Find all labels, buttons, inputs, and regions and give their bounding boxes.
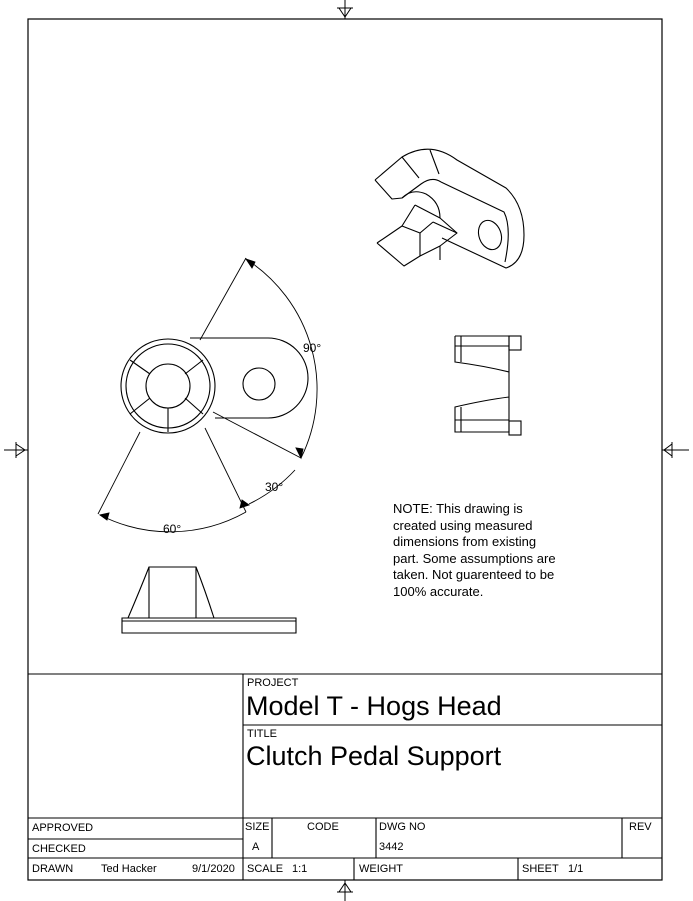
scale-value: 1:1 [292, 863, 308, 875]
project-label: PROJECT [247, 677, 299, 689]
checked-label: CHECKED [32, 843, 86, 855]
approved-label: APPROVED [32, 822, 94, 834]
drawing-title: Clutch Pedal Support [246, 741, 502, 771]
drawn-label: DRAWN [32, 863, 74, 875]
code-label: CODE [307, 821, 339, 833]
weight-label: WEIGHT [359, 863, 403, 875]
dwg-no-value: 3442 [379, 841, 404, 853]
side-view [455, 336, 521, 435]
angle-label-top: 90° [303, 341, 322, 355]
angle-label-bottom: 60° [163, 522, 182, 536]
size-label: SIZE [245, 821, 270, 833]
front-view [122, 567, 296, 633]
sheet-value: 1/1 [568, 863, 584, 875]
dwg-no-label: DWG NO [379, 821, 426, 833]
rev-label: REV [629, 821, 652, 833]
left-center-marker [4, 442, 28, 458]
angle-label-right: 30° [265, 480, 284, 494]
project-name: Model T - Hogs Head [246, 691, 502, 721]
title-label: TITLE [247, 728, 277, 740]
sheet-label: SHEET [522, 863, 559, 875]
scale-label: SCALE [247, 863, 284, 875]
drawn-by: Ted Hacker [101, 863, 157, 875]
angle-dimensions [98, 258, 317, 532]
isometric-view [375, 149, 524, 268]
right-center-marker [662, 442, 689, 458]
size-value: A [252, 841, 260, 853]
bottom-center-marker [337, 880, 353, 901]
drawing-note: NOTE: This drawing is created using measured dimensions from existing part. Some assumptions are taken. Not guarenteed to be 100% accurate. [393, 501, 556, 599]
top-view [121, 338, 308, 433]
drawn-date: 9/1/2020 [192, 863, 235, 875]
top-center-marker [337, 0, 353, 19]
